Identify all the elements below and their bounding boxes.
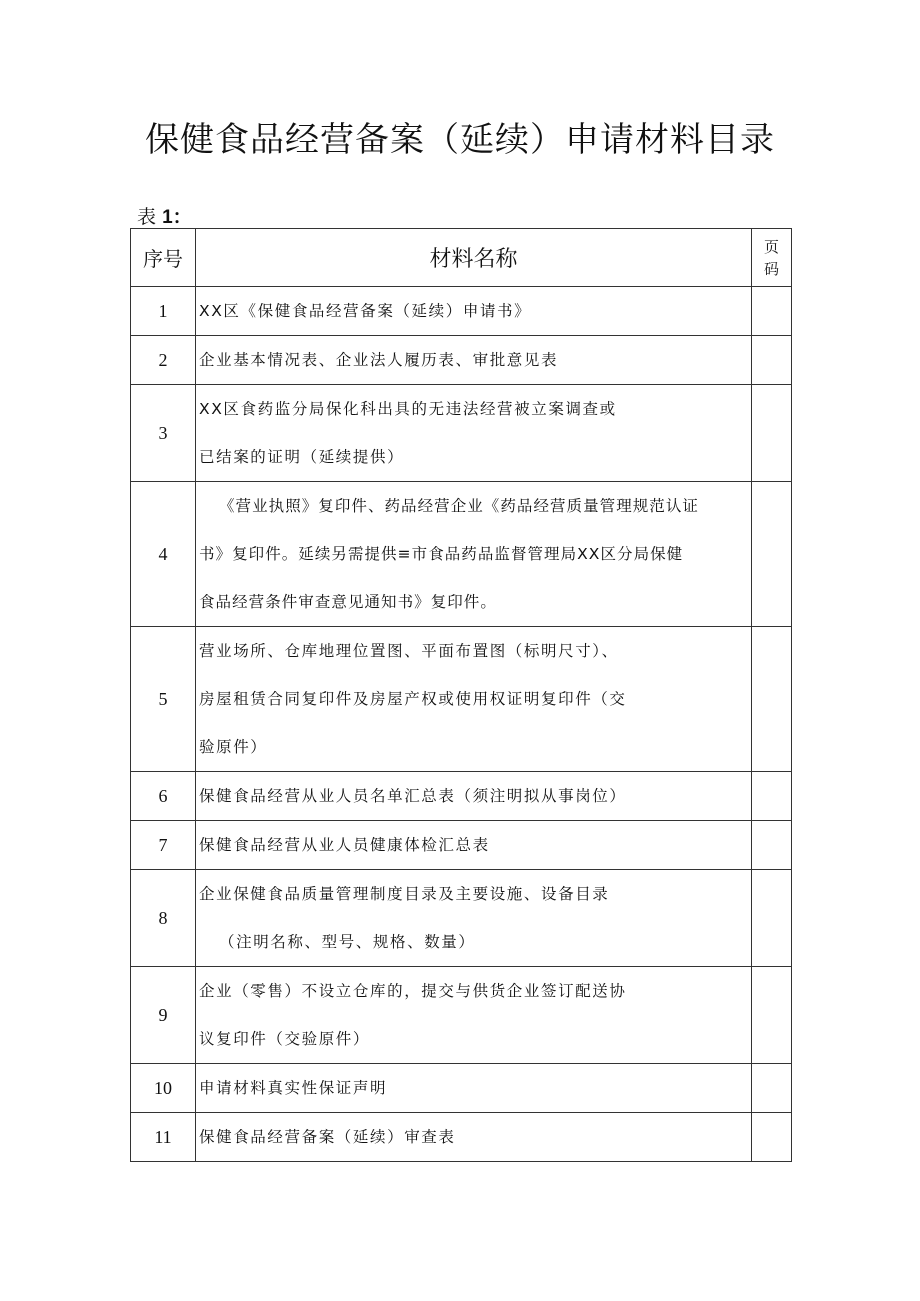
row-name-line: 保健食品经营备案（延续）审查表 (199, 1128, 456, 1146)
table-row (131, 870, 792, 967)
row-name (196, 627, 752, 772)
row-name (196, 1113, 752, 1162)
row-name-line: 企业（零售）不设立仓库的，提交与供货企业签订配送协 (199, 982, 627, 1000)
row-name-line: XX区食药监分局保化科出具的无违法经营被立案调查或 (199, 400, 617, 418)
header-seq: 序号 (131, 229, 196, 287)
row-name (196, 967, 752, 1064)
table-header-row (131, 229, 792, 287)
row-page-cell (752, 287, 792, 336)
row-seq: 4 (131, 482, 196, 627)
row-name-line: 验原件） (199, 738, 268, 756)
row-seq: 5 (131, 627, 196, 772)
row-seq: 6 (131, 772, 196, 821)
row-name-line: 企业保健食品质量管理制度目录及主要设施、设备目录 (199, 885, 610, 903)
row-name (196, 870, 752, 967)
row-name-line: 食品经营条件审查意见通知书》复印件。 (199, 593, 497, 611)
row-name (196, 821, 752, 870)
row-page-cell (752, 870, 792, 967)
row-seq: 2 (131, 336, 196, 385)
row-name (196, 1064, 752, 1113)
row-name-line: 保健食品经营从业人员名单汇总表（须注明拟从事岗位） (199, 787, 627, 805)
row-name-line: 保健食品经营从业人员健康体检汇总表 (199, 836, 490, 854)
table-row (131, 385, 792, 482)
table-row (131, 967, 792, 1064)
table-caption-number: 1： (162, 207, 192, 228)
table-row (131, 1064, 792, 1113)
table-row (131, 1113, 792, 1162)
table-row (131, 482, 792, 627)
row-name-line: 申请材料真实性保证声明 (199, 1079, 388, 1097)
row-seq: 11 (131, 1113, 196, 1162)
header-page-line1: 页 (763, 237, 779, 256)
row-name-line: 议复印件（交验原件） (199, 1030, 371, 1048)
page-title: 保健食品经营备案（延续）申请材料目录 (145, 120, 775, 160)
row-seq: 9 (131, 967, 196, 1064)
materials-table (130, 228, 792, 1162)
table-caption (137, 202, 192, 229)
table-row (131, 287, 792, 336)
row-page-cell (752, 967, 792, 1064)
row-page-cell (752, 1064, 792, 1113)
header-page-line2: 码 (763, 259, 779, 278)
row-seq: 3 (131, 385, 196, 482)
row-page-cell (752, 1113, 792, 1162)
row-page-cell (752, 336, 792, 385)
row-seq: 10 (131, 1064, 196, 1113)
table-row (131, 821, 792, 870)
table-row (131, 627, 792, 772)
table-row (131, 336, 792, 385)
row-seq: 8 (131, 870, 196, 967)
row-page-cell (752, 821, 792, 870)
row-page-cell (752, 482, 792, 627)
row-page-cell (752, 385, 792, 482)
header-name: 材料名称 (196, 229, 752, 287)
row-name (196, 482, 752, 627)
row-page-cell (752, 772, 792, 821)
row-name-line: XX区《保健食品经营备案（延续）申请书》 (199, 302, 532, 320)
row-page-cell (752, 627, 792, 772)
row-seq: 7 (131, 821, 196, 870)
row-seq: 1 (131, 287, 196, 336)
row-name-line: 已结案的证明（延续提供） (199, 448, 405, 466)
row-name-line: （注明名称、型号、规格、数量） (219, 933, 476, 951)
header-page (752, 229, 792, 287)
table-row (131, 772, 792, 821)
row-name (196, 336, 752, 385)
table-caption-prefix: 表 (137, 206, 157, 228)
row-name-line: 书》复印件。延续另需提供≡市食品药品监督管理局XX区分局保健 (199, 545, 684, 563)
row-name-line: 《营业执照》复印件、药品经营企业《药品经营质量管理规范认证 (219, 497, 699, 515)
row-name-line: 房屋租赁合同复印件及房屋产权或使用权证明复印件（交 (199, 690, 627, 708)
row-name (196, 287, 752, 336)
row-name-line: 营业场所、仓库地理位置图、平面布置图（标明尺寸）、 (199, 642, 619, 660)
row-name-line: 企业基本情况表、企业法人履历表、审批意见表 (199, 351, 559, 369)
row-name (196, 772, 752, 821)
row-name (196, 385, 752, 482)
